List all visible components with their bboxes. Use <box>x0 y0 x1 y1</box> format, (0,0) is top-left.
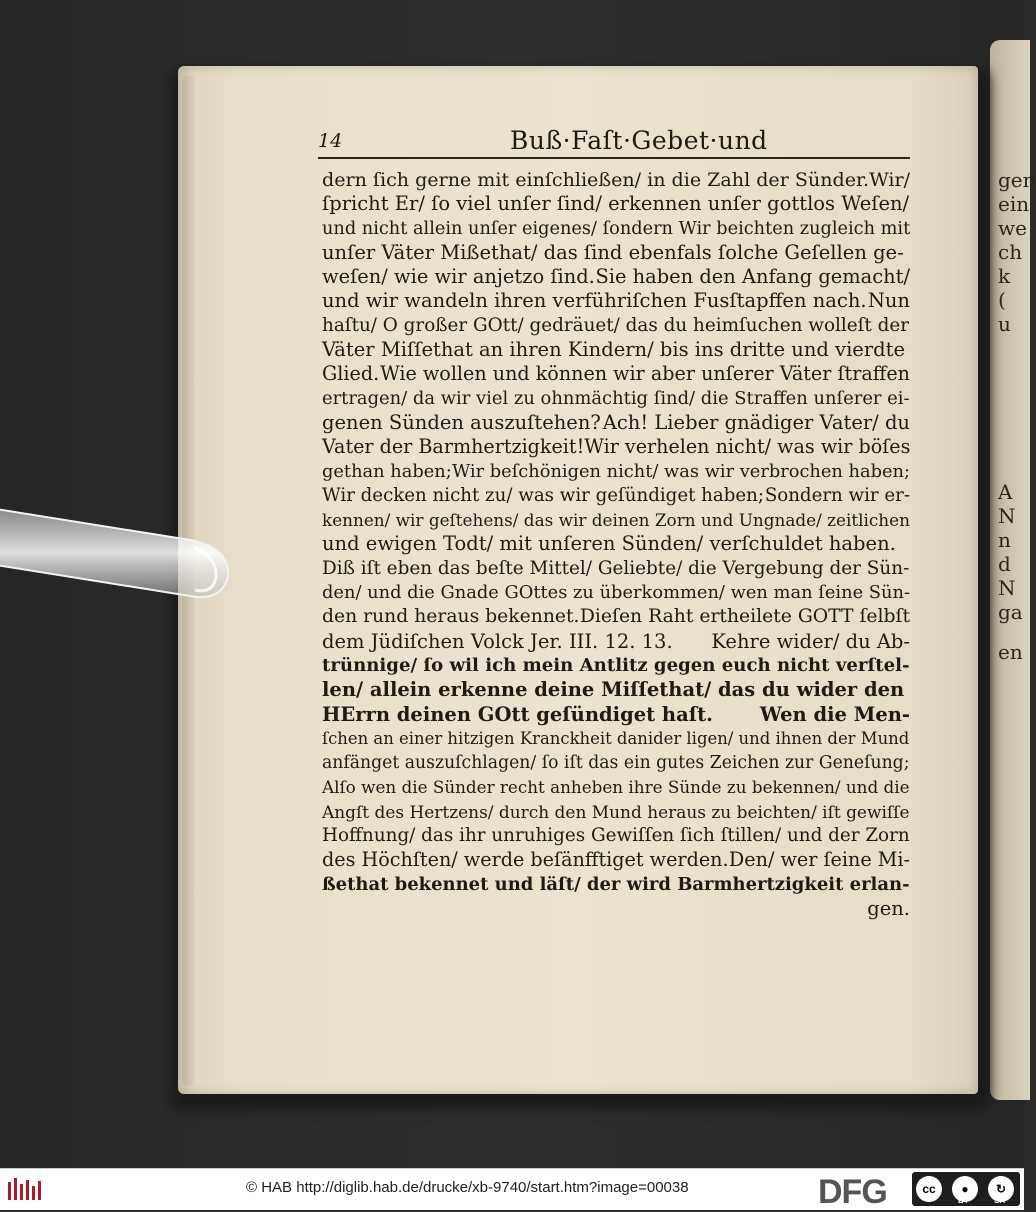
text-line <box>322 241 910 265</box>
next-page-fragment: N <box>998 504 1016 528</box>
hab-logo-icon <box>8 1178 42 1202</box>
text-segment: haſtu/ O großer GOtt/ gedräuet/ das du heimſuchen wolleſt der <box>322 314 910 336</box>
next-page-fragment: u <box>998 312 1011 336</box>
text-line <box>322 217 910 241</box>
text-line <box>322 654 910 678</box>
text-line <box>322 362 910 386</box>
page-number: 14 <box>318 130 343 152</box>
next-page-fragment: A <box>998 480 1013 504</box>
text-line <box>322 460 910 484</box>
text-segment: Wir/ <box>869 169 910 191</box>
text-segment: kennen/ wir geſtehens/ das wir deinen Zorn und Ungnade/ zeitlichen <box>322 510 910 531</box>
text-segment: len/ allein erkenne deine Miſſethat/ das du wider den <box>322 678 905 702</box>
header-rule <box>318 157 910 159</box>
text-line <box>322 289 910 313</box>
glass-clip <box>0 498 235 608</box>
text-segment: trünnige/ ſo wil ich mein Antlitz gegen euch nicht verſtel- <box>322 654 910 676</box>
next-page-fragment: en <box>998 640 1023 664</box>
text-segment: Wie wollen und können wir aber unſerer Väter ſtraffen <box>380 362 910 386</box>
text-segment: Wir decken nicht zu/ was wir geſündiget haben; <box>322 484 764 506</box>
next-page-fragment: N <box>998 576 1016 600</box>
text-segment: Kehre wider/ du Ab- <box>711 629 910 653</box>
text-line <box>322 411 910 435</box>
text-line <box>322 314 910 338</box>
text-segment: genen Sünden auszuſtehen? <box>322 410 601 434</box>
text-segment: dern ſich gerne mit einſchließen/ in die Zahl der Sünder. <box>322 169 870 191</box>
text-line <box>322 387 910 411</box>
next-page-fragment: we <box>998 216 1027 240</box>
cc-icon: cc <box>916 1176 942 1202</box>
text-segment: den rund heraus bekennet. <box>322 606 580 628</box>
text-line <box>322 873 910 897</box>
text-segment: Vater der Barmhertzigkeit! <box>322 435 585 459</box>
sa-icon: ↻ <box>988 1176 1014 1202</box>
text-line <box>322 557 910 581</box>
text-segment: Sondern wir er- <box>764 484 910 506</box>
text-line <box>322 775 910 799</box>
cc-license-badge[interactable] <box>912 1172 1020 1206</box>
text-line <box>322 897 910 921</box>
copyright-credit: © HAB http://diglib.hab.de/drucke/xb-9740/start.htm?image=00038 <box>246 1179 689 1196</box>
text-segment: HErrn deinen GOtt geſündiget haſt. <box>322 702 713 726</box>
page-header <box>318 124 910 160</box>
text-segment: den/ und die Gnade GOttes zu überkommen/ wen man ſeine Sün- <box>322 582 910 604</box>
text-segment: und ewigen Todt/ mit unſeren Sünden/ verſchuldet haben. <box>322 532 896 556</box>
text-segment: gethan haben; <box>322 460 452 482</box>
text-line <box>322 338 910 362</box>
dfg-logo: DFG <box>818 1173 887 1211</box>
footer-bar <box>0 1168 1024 1210</box>
text-segment: anfänget auszuſchlagen/ ſo iſt das ein gutes Zeichen zur Geneſung; <box>322 753 910 774</box>
next-page-fragment: gen <box>998 168 1036 192</box>
text-line <box>322 508 910 532</box>
text-segment: Wir beſchönigen nicht/ was wir verbrochen haben; <box>451 460 910 482</box>
text-segment: Alſo wen die Sünder recht anheben ihre Sünde zu bekennen/ und die <box>322 777 910 798</box>
text-line <box>322 703 910 727</box>
text-segment: Ach! Lieber gnädiger Vater/ du <box>602 410 910 434</box>
text-line <box>322 605 910 629</box>
by-icon: ● <box>952 1176 978 1202</box>
text-segment: Dieſen Raht ertheilete GOTT ſelbſt <box>579 606 910 628</box>
text-segment: und nicht allein unſer eigenes/ ſondern Wir beichten zugleich mit <box>322 218 911 239</box>
text-segment: ßethat bekennet und läſt/ der wird Barmhertzigkeit erlan- <box>322 873 910 895</box>
text-line <box>322 824 910 848</box>
text-segment: Nun <box>867 289 910 313</box>
next-page-fragment: ein <box>998 192 1030 216</box>
text-line <box>322 678 910 702</box>
next-page-fragment: ch <box>998 240 1023 264</box>
text-segment: Diß iſt eben das beſte Mittel/ Geliebte/ die Vergebung der Sün- <box>322 557 910 579</box>
by-label: BY <box>958 1196 970 1205</box>
text-segment: Wir verhelen nicht/ was wir böſes <box>584 435 911 459</box>
text-segment: Wen die Men- <box>759 702 910 726</box>
text-line <box>322 168 910 192</box>
text-segment: Hoffnung/ das ihr unruhiges Gewiſſen ſich ſtillen/ und der Zorn <box>322 825 910 847</box>
sa-label: SA <box>994 1196 1006 1205</box>
next-page-fragment: n <box>998 528 1011 552</box>
text-segment: Väter Miſſethat an ihren Kindern/ bis ins dritte und vierdte <box>322 338 906 362</box>
text-segment: Glied. <box>322 362 380 386</box>
text-line <box>322 581 910 605</box>
text-segment: ſchen an einer hitzigen Kranckheit danider ligen/ und ihnen der Mund <box>322 728 910 748</box>
text-line <box>322 484 910 508</box>
text-segment: Sie haben den Anfang gemacht/ <box>595 265 910 289</box>
text-line <box>322 630 910 654</box>
text-segment: Den/ wer ſeine Mi- <box>728 848 910 872</box>
text-line <box>322 265 910 289</box>
text-line <box>322 800 910 824</box>
text-segment: unſer Väter Mißethat/ das ſind ebenfals ſolche Geſellen ge- <box>322 240 904 264</box>
text-line <box>322 435 910 459</box>
text-segment: ertragen/ da wir viel zu ohnmächtig ſind/ die Straffen unſerer ei- <box>322 387 910 409</box>
text-segment: Angſt des Hertzens/ durch den Mund heraus zu beichten/ iſt gewiſſe <box>322 801 910 822</box>
next-page-fragment: ( <box>998 288 1006 312</box>
text-line <box>322 532 910 556</box>
text-line <box>322 192 910 216</box>
text-line <box>322 751 910 775</box>
text-segment: weſen/ wie wir anjetzo ſind. <box>322 265 595 289</box>
text-segment: dem Jüdiſchen Volck Jer. III. 12. 13. <box>322 629 673 653</box>
text-segment: ſpricht Er/ ſo viel unſer ſind/ erkennen unſer gottlos Weſen/ <box>322 192 910 216</box>
text-segment: gen. <box>867 896 910 920</box>
next-page-fragment: k <box>998 264 1011 288</box>
running-title: Buß·Faſt·Gebet·und <box>510 126 768 155</box>
text-line <box>322 848 910 872</box>
next-page-fragment: d <box>998 552 1011 576</box>
text-line <box>322 727 910 751</box>
next-page-fragment: ga <box>998 600 1023 624</box>
text-segment: des Höchſten/ werde beſänfftiget werden. <box>322 848 729 872</box>
text-segment: und wir wandeln ihren verführiſchen Fusſtapffen nach. <box>322 289 867 313</box>
body-text <box>322 168 910 921</box>
